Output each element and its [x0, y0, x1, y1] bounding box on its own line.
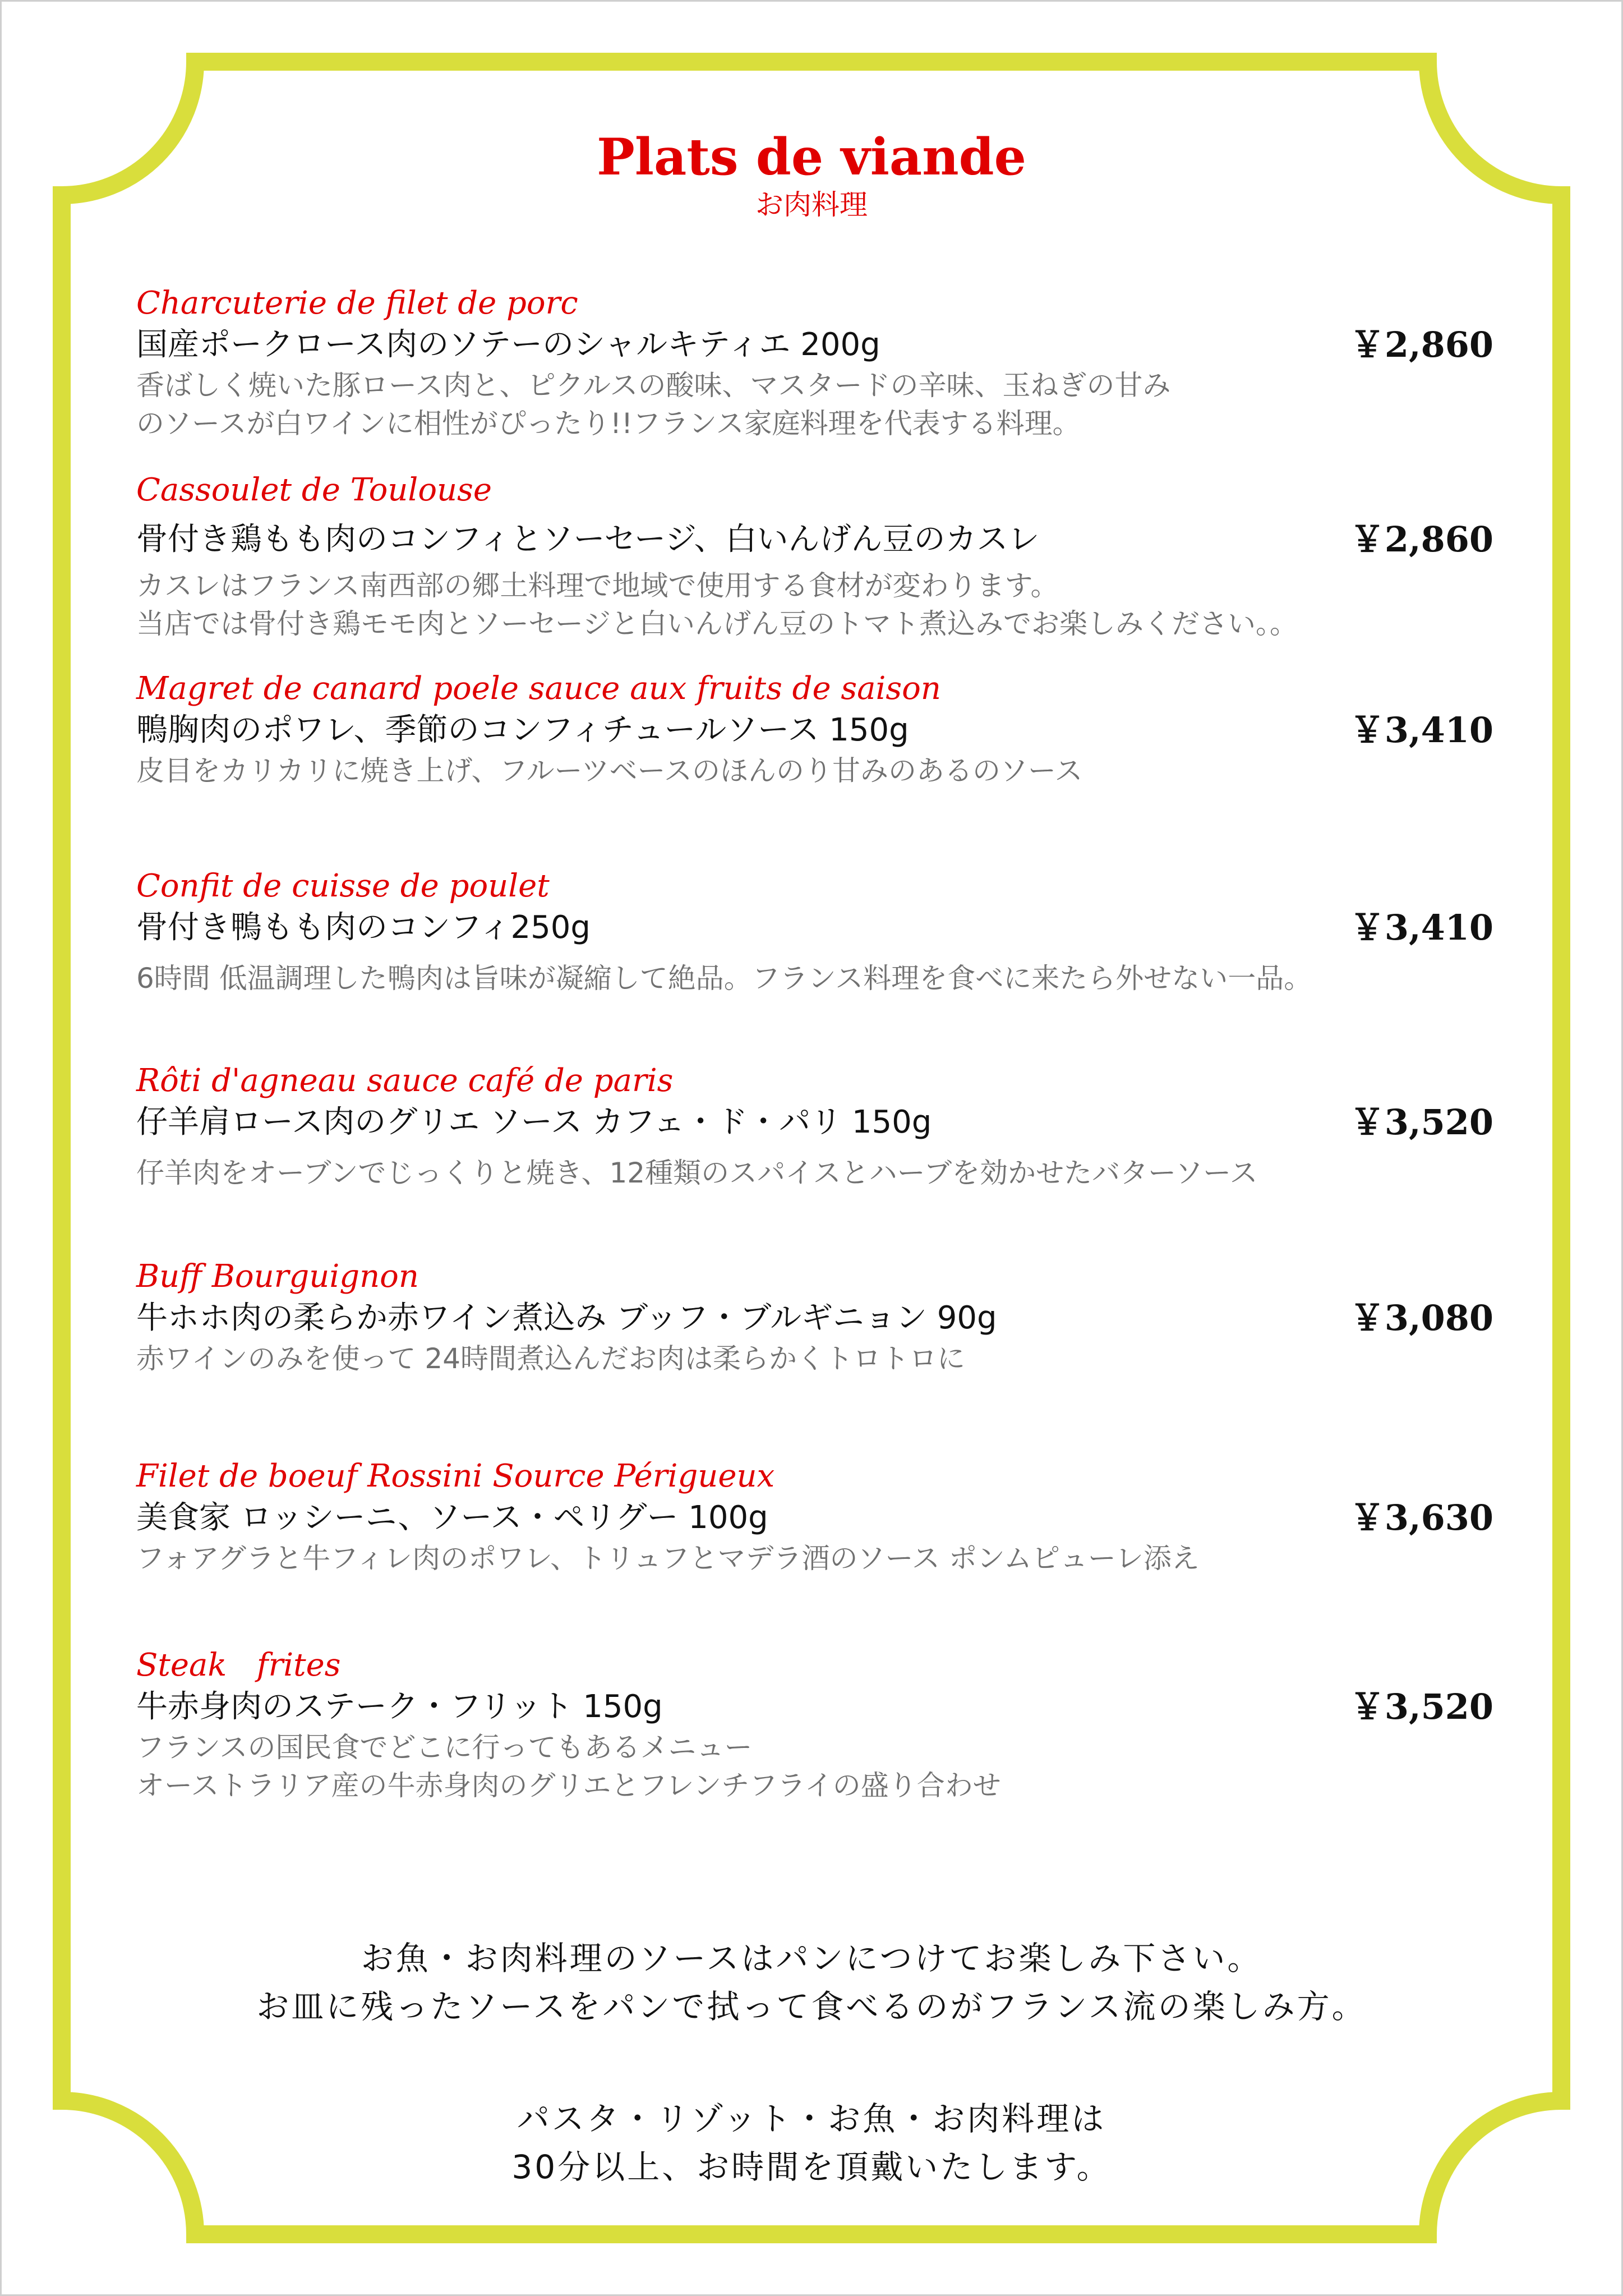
dish-name-jp: 牛ホホ肉の柔らか赤ワイン煮込み ブッフ・ブルギニョン 90g ￥3,080 [136, 1297, 1493, 1338]
menu-item [136, 1257, 1493, 1378]
dish-name-jp: 美食家 ロッシーニ、ソース・ペリグー 100g ￥3,630 [136, 1497, 1493, 1538]
time-note-line: 30分以上、お時間を頂戴いたします。 [511, 2148, 1112, 2186]
dish-name-jp: 牛赤身肉のステーク・フリット 150g ￥3,520 [136, 1686, 1493, 1727]
menu-item [136, 1645, 1493, 1805]
sauce-note-line: お魚・お肉料理のソースはパンにつけてお楽しみ下さい。 [361, 1939, 1262, 1977]
menu-header [0, 126, 1623, 222]
menu-item [136, 669, 1493, 790]
dish-description: オーストラリア産の牛赤身肉のグリエとフレンチフライの盛り合わせ [136, 1769, 1001, 1802]
dish-price: ￥3,080 [1349, 1297, 1493, 1338]
dish-description: 当店では骨付き鶏モモ肉とソーセージと白いんげん豆のトマト煮込みでお楽しみください。。 [136, 608, 1298, 640]
menu-item [136, 470, 1493, 643]
dish-name-fr: Magret de canard poele sauce aux fruits de saison [136, 670, 941, 707]
dish-price: ￥2,860 [1349, 324, 1493, 365]
dish-description: 香ばしく焼いた豚ロース肉と、ピクルスの酸味、マスタードの辛味、玉ねぎの甘み [136, 369, 1171, 402]
dish-description: カスレはフランス南西部の郷土料理で地域で使用する食材が変わります。 [136, 569, 1059, 602]
dish-name-fr: Charcuterie de filet de porc [136, 285, 578, 321]
menu-item [136, 1456, 1493, 1577]
sauce-note-line: お皿に残ったソースをパンで拭って食べるのがフランス流の楽しみ方。 [256, 1987, 1367, 2026]
dish-name-fr: Buff Bourguignon [136, 1258, 419, 1295]
dish-description: 赤ワインのみを使って 24時間煮込んだお肉は柔らかくトロトロに [136, 1342, 966, 1375]
dish-name-jp: 国産ポークロース肉のソテーのシャルキティエ 200g ￥2,860 [136, 324, 1493, 365]
dish-price: ￥2,860 [1349, 519, 1493, 560]
dish-description: フォアグラと牛フィレ肉のポワレ、トリュフとマデラ酒のソース ポンムピューレ添え [136, 1542, 1200, 1575]
dish-price: ￥3,520 [1349, 1686, 1493, 1727]
dish-name-fr: Confit de cuisse de poulet [136, 868, 550, 904]
dish-name-jp: 骨付き鶏もも肉のコンフィとソーセージ、白いんげん豆のカスレ ￥2,860 [136, 519, 1493, 560]
dish-name-jp: 鴨胸肉のポワレ、季節のコンフィチュールソース 150g ￥3,410 [136, 710, 1493, 751]
page-title: Plats de viande [597, 127, 1026, 187]
dish-price: ￥3,630 [1349, 1497, 1493, 1538]
menu-item [136, 866, 1493, 997]
dish-description: フランスの国民食でどこに行ってもあるメニュー [136, 1731, 753, 1764]
sauce-note [0, 1934, 1623, 2031]
menu-item [136, 283, 1493, 443]
dish-name-fr: Cassoulet de Toulouse [136, 472, 492, 508]
dish-name-fr: Steak frites [136, 1647, 341, 1683]
dish-name-fr: Filet de boeuf Rossini Source Périgueux [136, 1458, 775, 1494]
dish-name-jp: 骨付き鴨もも肉のコンフィ250g ￥3,410 [136, 907, 1493, 948]
time-note [0, 2095, 1623, 2191]
dish-price: ￥3,520 [1349, 1102, 1493, 1143]
dish-price: ￥3,410 [1349, 710, 1493, 751]
dish-name-jp: 仔羊肩ロース肉のグリエ ソース カフェ・ド・パリ 150g ￥3,520 [136, 1102, 1493, 1143]
time-note-line: パスタ・リゾット・お魚・お肉料理は [517, 2100, 1106, 2138]
dish-description: 仔羊肉をオーブンでじっくりと焼き、12種類のスパイスとハーブを効かせたバターソース [136, 1157, 1258, 1189]
page-subtitle: お肉料理 [755, 188, 868, 221]
dish-price: ￥3,410 [1349, 907, 1493, 948]
dish-name-fr: Rôti d'agneau sauce café de paris [136, 1062, 674, 1099]
menu-item [136, 1061, 1493, 1192]
dish-description: のソースが白ワインに相性がぴったり!!フランス家庭料理を代表する料理。 [136, 407, 1081, 440]
dish-description: 皮目をカリカリに焼き上げ、フルーツベースのほんのり甘みのあるのソース [136, 754, 1083, 787]
dish-description: 6時間 低温調理した鴨肉は旨味が凝縮して絶品。フランス料理を食べに来たら外せない一品。 [136, 962, 1312, 995]
